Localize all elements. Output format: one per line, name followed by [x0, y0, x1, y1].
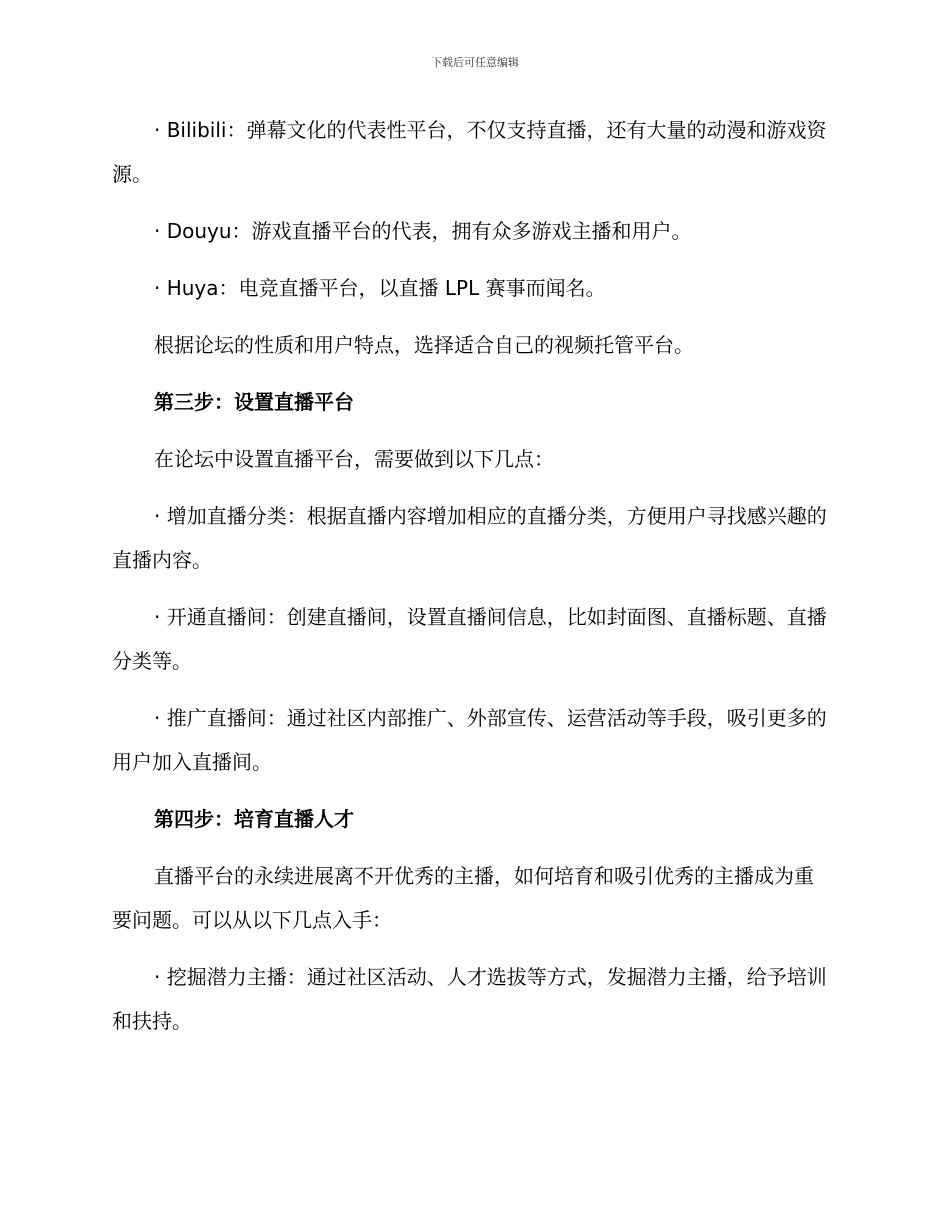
section-heading-step3: 第三步：设置直播平台 [154, 390, 354, 414]
bullet-bilibili: · Bilibili：弹幕文化的代表性平台，不仅支持直播，还有大量的动漫和游戏资源。 [112, 118, 827, 186]
bullet-add-category: · 增加直播分类：根据直播内容增加相应的直播分类，方便用户寻找感兴趣的直播内容。 [112, 504, 827, 572]
body-paragraph: 根据论坛的性质和用户特点，选择适合自己的视频托管平台。 [154, 333, 694, 357]
bullet-douyu: · Douyu：游戏直播平台的代表，拥有众多游戏主播和用户。 [154, 219, 692, 243]
bullet-huya: · Huya：电竞直播平台，以直播 LPL 赛事而闻名。 [154, 276, 606, 300]
bullet-open-room: · 开通直播间：创建直播间，设置直播间信息，比如封面图、直播标题、直播分类等。 [112, 605, 827, 673]
page-header: 下载后可任意编辑 [431, 56, 519, 69]
bullet-discover-talent: · 挖掘潜力主播：通过社区活动、人才选拔等方式，发掘潜力主播，给予培训和扶持。 [112, 965, 827, 1033]
section-heading-step4: 第四步：培育直播人才 [154, 807, 354, 831]
bullet-promote-room: · 推广直播间：通过社区内部推广、外部宣传、运营活动等手段，吸引更多的用户加入直播间。 [112, 706, 827, 774]
document-body [112, 108, 832, 1056]
body-paragraph: 在论坛中设置直播平台，需要做到以下几点： [154, 447, 554, 471]
body-paragraph: 直播平台的永续进展离不开优秀的主播，如何培育和吸引优秀的主播成为重要问题。可以从以下几点入手： [112, 864, 814, 932]
